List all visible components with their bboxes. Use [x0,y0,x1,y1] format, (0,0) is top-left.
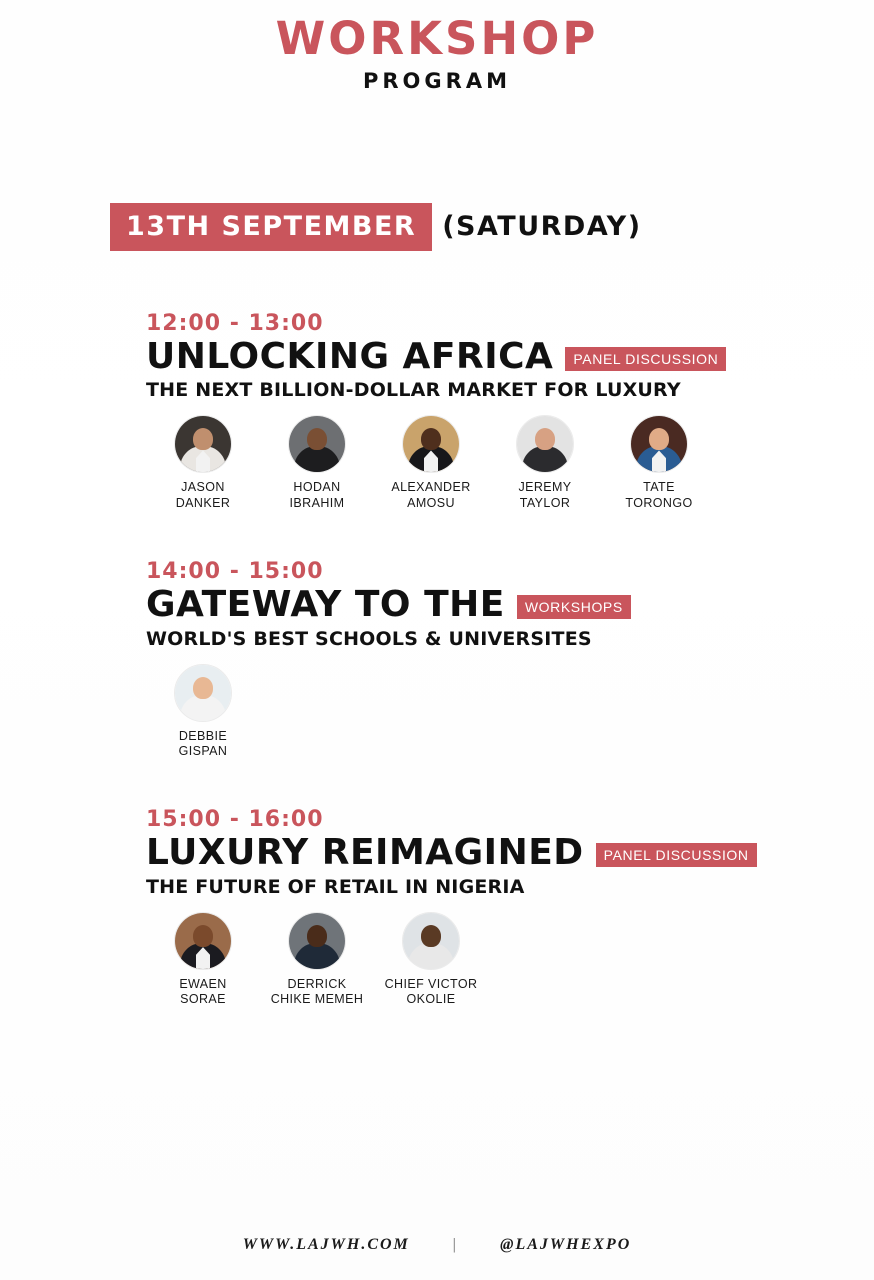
session-title-row [146,834,834,872]
page-subtitle: PROGRAM [363,69,511,93]
page-footer [0,1236,874,1254]
session-subtitle: THE NEXT BILLION-DOLLAR MARKET FOR LUXURY [146,379,681,402]
speaker-name [488,480,602,511]
speaker-name-line1: ALEXANDER [391,480,471,495]
date-weekday: (SATURDAY) [442,211,642,243]
avatar-head [193,677,213,699]
speaker-name-line1: CHIEF VICTOR [384,977,478,992]
speaker-item [260,912,374,1008]
page-title: WORKSHOP [275,12,599,65]
speaker-item [602,415,716,511]
avatar [516,415,574,473]
session-list [0,311,874,1008]
session-subtitle: THE FUTURE OF RETAIL IN NIGERIA [146,876,525,899]
speaker-name-line2: DANKER [175,495,231,510]
speaker-name-line2: SORAE [180,992,226,1007]
session-tag: PANEL DISCUSSION [565,347,726,371]
speaker-name [374,480,488,511]
avatar [288,912,346,970]
speaker-name-line2: GISPAN [178,744,228,759]
page-header [0,0,874,93]
speaker-name [602,480,716,511]
speaker-list [146,415,834,511]
speaker-list [146,664,834,760]
avatar-head [421,428,441,450]
speaker-item [374,912,488,1008]
speaker-name-line1: DERRICK [287,977,347,992]
speaker-name [146,480,260,511]
footer-social-handle[interactable]: @LAJWHEXPO [500,1236,632,1253]
session-time: 15:00 - 16:00 [146,807,324,833]
speaker-name-line2: AMOSU [407,495,455,510]
date-banner [0,203,874,251]
avatar [288,415,346,473]
avatar-head [193,925,213,947]
session-title-row [146,335,834,377]
speaker-item [146,415,260,511]
speaker-name-line2: OKOLIE [406,992,456,1007]
speaker-list [146,912,834,1008]
session-title: LUXURY REIMAGINED [146,832,584,874]
speaker-name-line1: HODAN [293,480,341,495]
speaker-item [146,912,260,1008]
speaker-name-line1: JEREMY [518,480,572,495]
session-time: 14:00 - 15:00 [146,558,324,584]
speaker-name [260,977,374,1008]
session-tag: WORKSHOPS [517,595,631,619]
speaker-name-line2: TAYLOR [519,495,571,510]
avatar-head [307,428,327,450]
avatar-head [535,428,555,450]
session-title: UNLOCKING AFRICA [146,335,554,377]
avatar [174,415,232,473]
session-title-row [146,583,834,625]
speaker-name-line2: CHIKE MEMEH [270,992,364,1007]
speaker-name [146,729,260,760]
speaker-item [488,415,602,511]
session-item [146,559,834,759]
speaker-item [374,415,488,511]
avatar [402,912,460,970]
session-item [146,311,834,511]
avatar-head [193,428,213,450]
footer-website[interactable]: WWW.LAJWH.COM [242,1236,410,1253]
session-time: 12:00 - 13:00 [146,310,324,336]
speaker-name-line2: IBRAHIM [289,495,345,510]
avatar [630,415,688,473]
speaker-name [146,977,260,1008]
session-subtitle: WORLD'S BEST SCHOOLS & UNIVERSITES [146,627,592,650]
avatar-head [649,428,669,450]
session-title: GATEWAY TO THE [146,583,505,625]
session-tag: PANEL DISCUSSION [596,843,757,867]
speaker-name [260,480,374,511]
speaker-name-line1: DEBBIE [178,728,228,743]
avatar [174,664,232,722]
speaker-item [260,415,374,511]
session-item [146,807,834,1007]
footer-separator: | [451,1236,459,1253]
avatar [402,415,460,473]
avatar [174,912,232,970]
speaker-name [374,977,488,1008]
speaker-name-line1: JASON [181,480,225,495]
speaker-item [146,664,260,760]
avatar-head [421,925,441,947]
avatar-head [307,925,327,947]
date-badge: 13TH SEPTEMBER [110,203,432,251]
speaker-name-line1: EWAEN [179,977,227,992]
speaker-name-line1: TATE [643,480,675,495]
speaker-name-line2: TORONGO [625,495,693,510]
